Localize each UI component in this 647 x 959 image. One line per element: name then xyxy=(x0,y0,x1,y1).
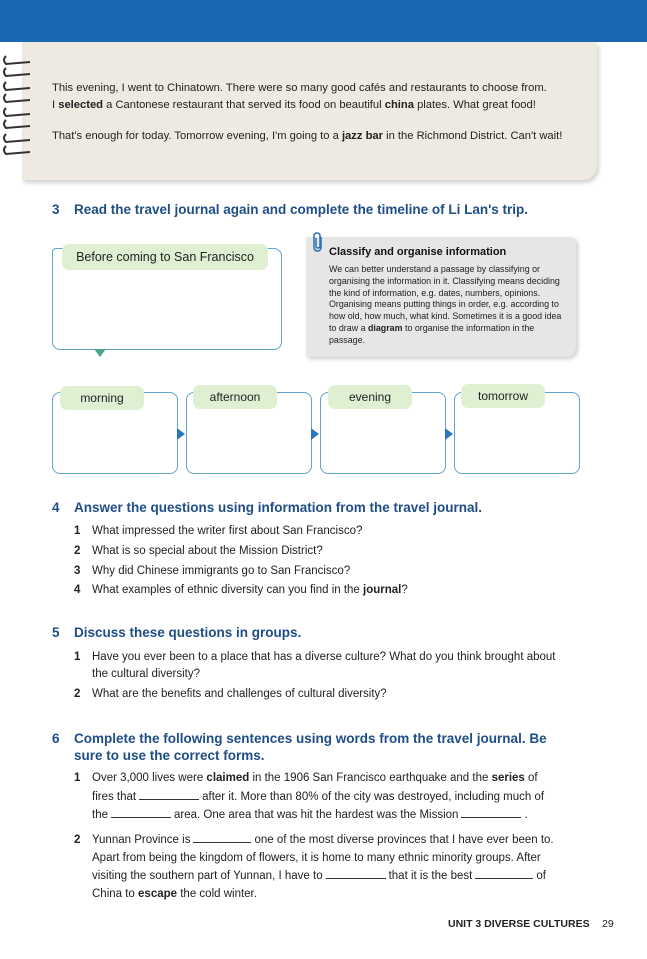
unit-title: UNIT 3 DIVERSE CULTURES xyxy=(448,918,590,930)
question-text: Have you ever been to a place that has a diverse culture? What do you think brought about xyxy=(92,651,556,663)
section-3-title: Read the travel journal again and complete the timeline of Li Lan's trip. xyxy=(74,202,529,217)
sentence-text: Apart from being the kingdom of flowers, it is home to many ethnic minority groups. After xyxy=(92,852,541,864)
paperclip-icon xyxy=(311,232,325,252)
section-6-number: 6 xyxy=(52,731,60,746)
timeline-label-afternoon: afternoon xyxy=(193,385,277,409)
section-6-title-line-1: Complete the following sentences using words from the travel journal. Be xyxy=(74,731,547,746)
question-number: 2 xyxy=(74,545,81,557)
question-text: What are the benefits and challenges of cultural diversity? xyxy=(92,688,387,700)
sentence-text: fires that after it. More than 80% of the city was destroyed, including much of xyxy=(92,791,545,803)
section-3-number: 3 xyxy=(52,202,60,217)
right-arrow-icon xyxy=(445,428,453,440)
answer-blank[interactable] xyxy=(475,877,533,879)
answer-blank[interactable] xyxy=(326,877,386,879)
answer-blank[interactable] xyxy=(461,816,521,818)
journal-line-1: This evening, I went to Chinatown. There were so many good cafés and restaurants to choose from. xyxy=(52,82,547,94)
sentence-text: China to escape the cold winter. xyxy=(92,888,257,900)
answer-blank[interactable] xyxy=(111,816,171,818)
down-arrow-icon xyxy=(94,349,106,357)
section-6-title-line-2: sure to use the correct forms. xyxy=(74,748,265,763)
answer-blank[interactable] xyxy=(139,798,199,800)
timeline-label-evening: evening xyxy=(328,385,412,409)
section-4-title: Answer the questions using information from the travel journal. xyxy=(74,500,483,515)
question-text: What examples of ethnic diversity can you find in the journal? xyxy=(92,584,408,596)
question-text: What impressed the writer first about San Francisco? xyxy=(92,525,363,537)
header-bar xyxy=(0,0,647,42)
section-5-title: Discuss these questions in groups. xyxy=(74,625,302,640)
tip-body: We can better understand a passage by classifying or organising the information in it. Classifying means deciding the kind of information, e.g. dates, numbers, opinions. Organising means putting things in order, e.g. according to how old, how much, what kind. Sometimes it is a good idea to draw a diagram to organise the information in the passage. xyxy=(329,264,562,345)
question-number: 3 xyxy=(74,565,81,577)
sentence-number: 1 xyxy=(74,772,81,784)
timeline-label-tomorrow: tomorrow xyxy=(461,384,545,408)
timeline-label-morning: morning xyxy=(60,386,144,410)
question-number: 1 xyxy=(74,651,81,663)
question-text: the cultural diversity? xyxy=(92,668,201,680)
before-sf-label: Before coming to San Francisco xyxy=(62,244,268,270)
journal-line-3: That's enough for today. Tomorrow evening, I'm going to a jazz bar in the Richmond District. Can't wait! xyxy=(52,130,563,142)
question-number: 1 xyxy=(74,525,81,537)
question-number: 4 xyxy=(74,584,81,596)
sentence-text: Yunnan Province is one of the most diverse provinces that I have ever been to. xyxy=(92,834,554,846)
section-5-number: 5 xyxy=(52,625,60,640)
notebook-rings-icon xyxy=(0,48,40,163)
question-text: What is so special about the Mission District? xyxy=(92,545,323,557)
answer-blank[interactable] xyxy=(193,841,251,843)
page-number: 29 xyxy=(602,918,614,930)
section-4-number: 4 xyxy=(52,500,60,515)
question-text: Why did Chinese immigrants go to San Francisco? xyxy=(92,565,351,577)
right-arrow-icon xyxy=(177,428,185,440)
journal-line-2: I selected a Cantonese restaurant that served its food on beautiful china plates. What great food! xyxy=(52,99,536,111)
sentence-text: the area. One area that was hit the hardest was the Mission . xyxy=(92,809,528,821)
right-arrow-icon xyxy=(311,428,319,440)
sentence-number: 2 xyxy=(74,834,81,846)
sentence-text: Over 3,000 lives were claimed in the 1906 San Francisco earthquake and the series of xyxy=(92,772,538,784)
question-number: 2 xyxy=(74,688,81,700)
sentence-text: visiting the southern part of Yunnan, I have to that it is the best of xyxy=(92,870,546,882)
tip-title: Classify and organise information xyxy=(329,246,507,258)
